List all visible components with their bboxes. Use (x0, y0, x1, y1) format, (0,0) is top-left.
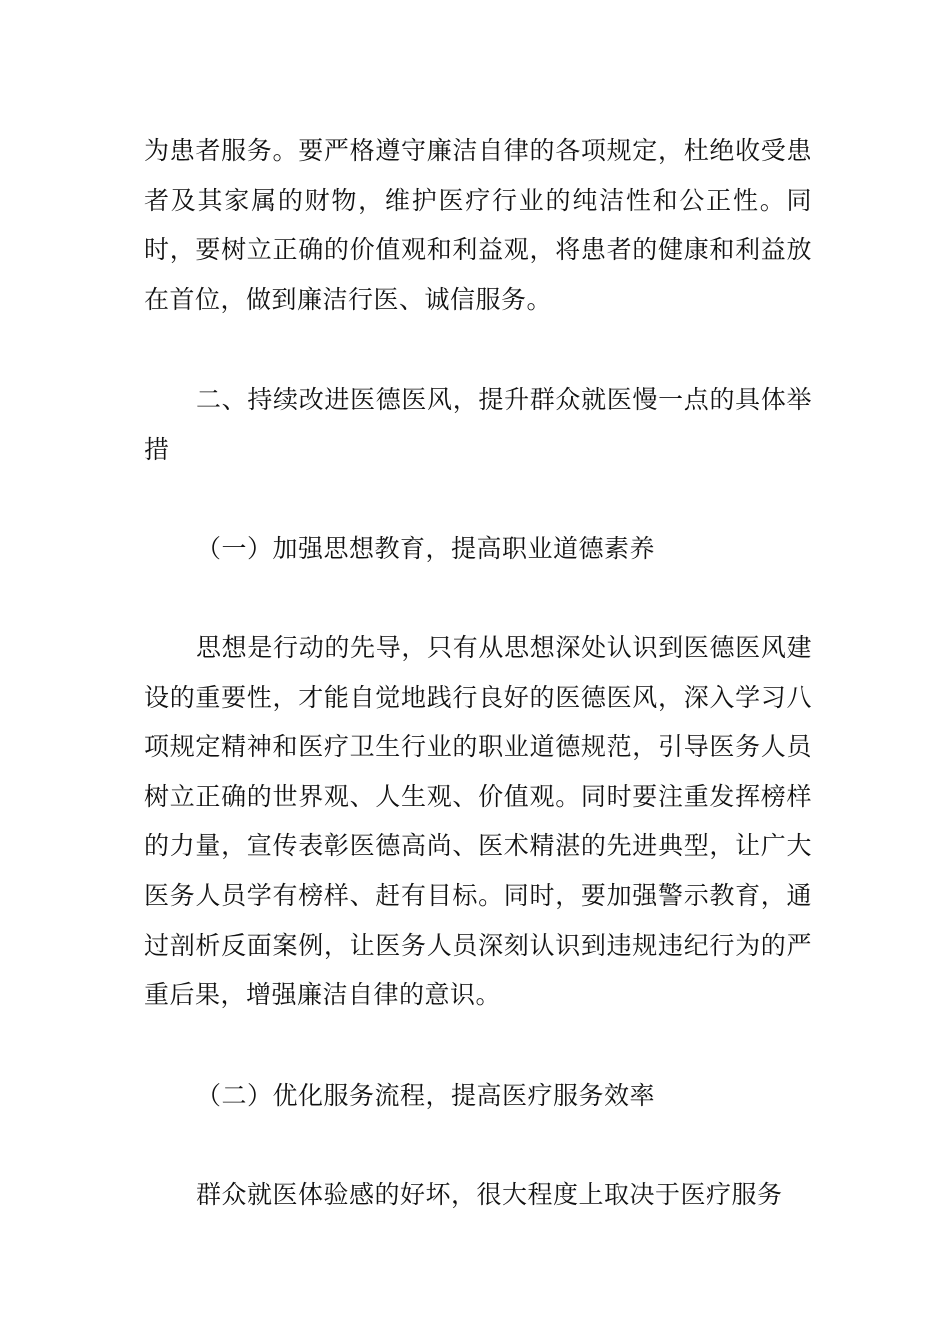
paragraph-thought-education: 思想是行动的先导，只有从思想深处认识到医德医风建设的重要性，才能自觉地践行良好的医德医风，深入学习八项规定精神和医疗卫生行业的职业道德规范，引导医务人员树立正确的世界观、人生观、价值观。同时要注重发挥榜样的力量，宣传表彰医德高尚、医术精湛的先进典型，让广大医务人员学有榜样、赶有目标。同时，要加强警示教育，通过剖析反面案例，让医务人员深刻认识到违规违纪行为的严重后果，增强廉洁自律的意识。 (144, 633, 812, 1010)
subsection-heading-2: （二）优化服务流程，提高医疗服务效率 (196, 1081, 656, 1110)
section-heading-2: 二、持续改进医德医风，提升群众就医慢一点的具体举措 (144, 385, 812, 464)
paragraph-service-process: 群众就医体验感的好坏，很大程度上取决于医疗服务 (196, 1180, 783, 1209)
subsection-heading-1: （一）加强思想教育，提高职业道德素养 (196, 534, 656, 563)
paragraph-continuation: 为患者服务。要严格遵守廉洁自律的各项规定，杜绝收受患者及其家属的财物，维护医疗行业的纯洁性和公正性。同时，要树立正确的价值观和利益观，将患者的健康和利益放在首位，做到廉洁行医、诚信服务。 (144, 136, 812, 314)
